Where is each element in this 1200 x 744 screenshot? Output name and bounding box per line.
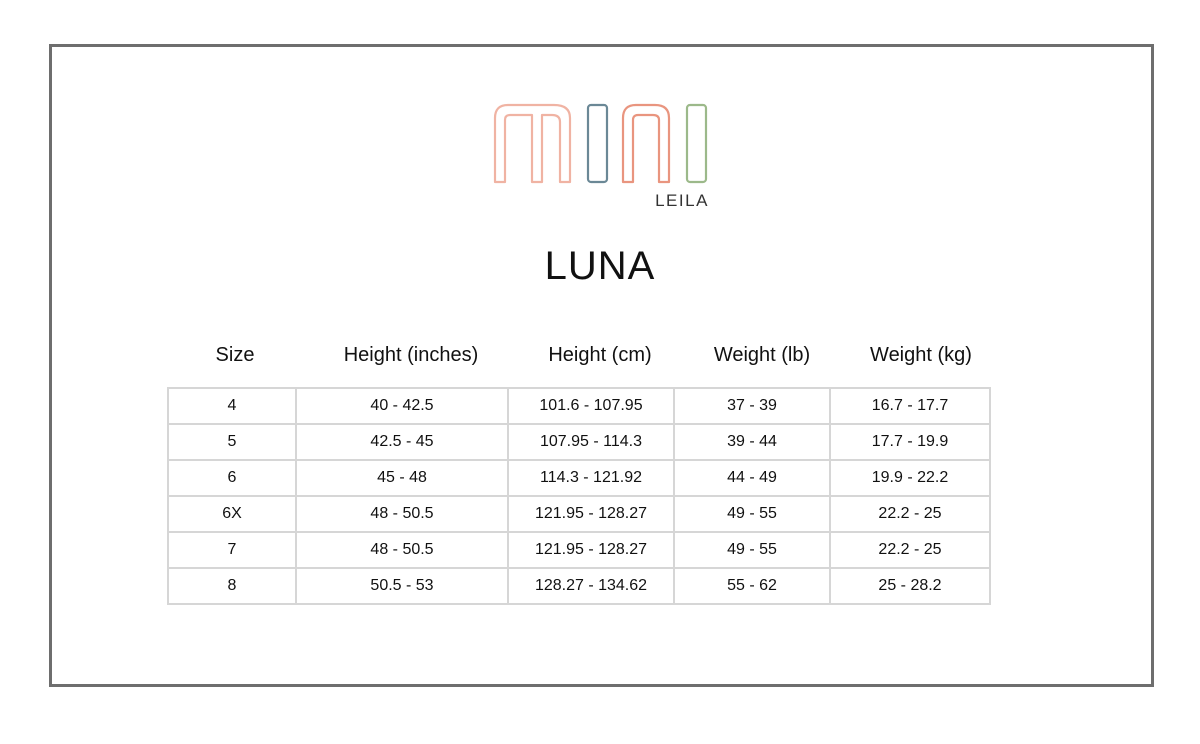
cell-weight-lb: 37 - 39 [674, 388, 830, 424]
header-size: Size [215, 344, 255, 366]
cell-weight-kg: 22.2 - 25 [830, 532, 990, 568]
cell-weight-kg: 17.7 - 19.9 [830, 424, 990, 460]
cell-height-cm: 121.95 - 128.27 [508, 532, 674, 568]
cell-weight-kg: 22.2 - 25 [830, 496, 990, 532]
cell-size: 5 [168, 424, 296, 460]
header-height-inches: Height (inches) [343, 344, 479, 366]
table-row [168, 568, 990, 604]
cell-weight-kg: 16.7 - 17.7 [830, 388, 990, 424]
table-row [168, 460, 990, 496]
cell-height-cm: 101.6 - 107.95 [508, 388, 674, 424]
table-header-row [0, 344, 1200, 378]
logo-subtitle: LEILA [655, 191, 709, 210]
cell-height-cm: 114.3 - 121.92 [508, 460, 674, 496]
cell-weight-kg: 19.9 - 22.2 [830, 460, 990, 496]
cell-weight-lb: 39 - 44 [674, 424, 830, 460]
cell-weight-lb: 44 - 49 [674, 460, 830, 496]
cell-height-inches: 45 - 48 [296, 460, 508, 496]
table-row [168, 424, 990, 460]
cell-height-cm: 121.95 - 128.27 [508, 496, 674, 532]
logo-letter-n [623, 105, 669, 182]
cell-height-cm: 107.95 - 114.3 [508, 424, 674, 460]
cell-weight-kg: 25 - 28.2 [830, 568, 990, 604]
cell-height-inches: 48 - 50.5 [296, 496, 508, 532]
table-row [168, 496, 990, 532]
cell-weight-lb: 49 - 55 [674, 532, 830, 568]
cell-weight-lb: 55 - 62 [674, 568, 830, 604]
cell-height-inches: 48 - 50.5 [296, 532, 508, 568]
header-height-cm: Height (cm) [548, 344, 652, 366]
header-weight-lb: Weight (lb) [713, 344, 811, 366]
cell-height-inches: 40 - 42.5 [296, 388, 508, 424]
header-weight-kg: Weight (kg) [870, 344, 972, 366]
cell-size: 4 [168, 388, 296, 424]
size-chart-table [167, 387, 991, 605]
logo-letter-i-1 [588, 105, 607, 182]
table-row [168, 388, 990, 424]
cell-size: 7 [168, 532, 296, 568]
cell-weight-lb: 49 - 55 [674, 496, 830, 532]
cell-height-cm: 128.27 - 134.62 [508, 568, 674, 604]
logo-letter-m [495, 105, 570, 182]
cell-height-inches: 42.5 - 45 [296, 424, 508, 460]
cell-height-inches: 50.5 - 53 [296, 568, 508, 604]
logo-letter-i-2 [687, 105, 706, 182]
mini-leila-logo [490, 100, 714, 212]
cell-size: 8 [168, 568, 296, 604]
page-title: LUNA [544, 244, 656, 288]
cell-size: 6X [168, 496, 296, 532]
cell-size: 6 [168, 460, 296, 496]
table-row [168, 532, 990, 568]
